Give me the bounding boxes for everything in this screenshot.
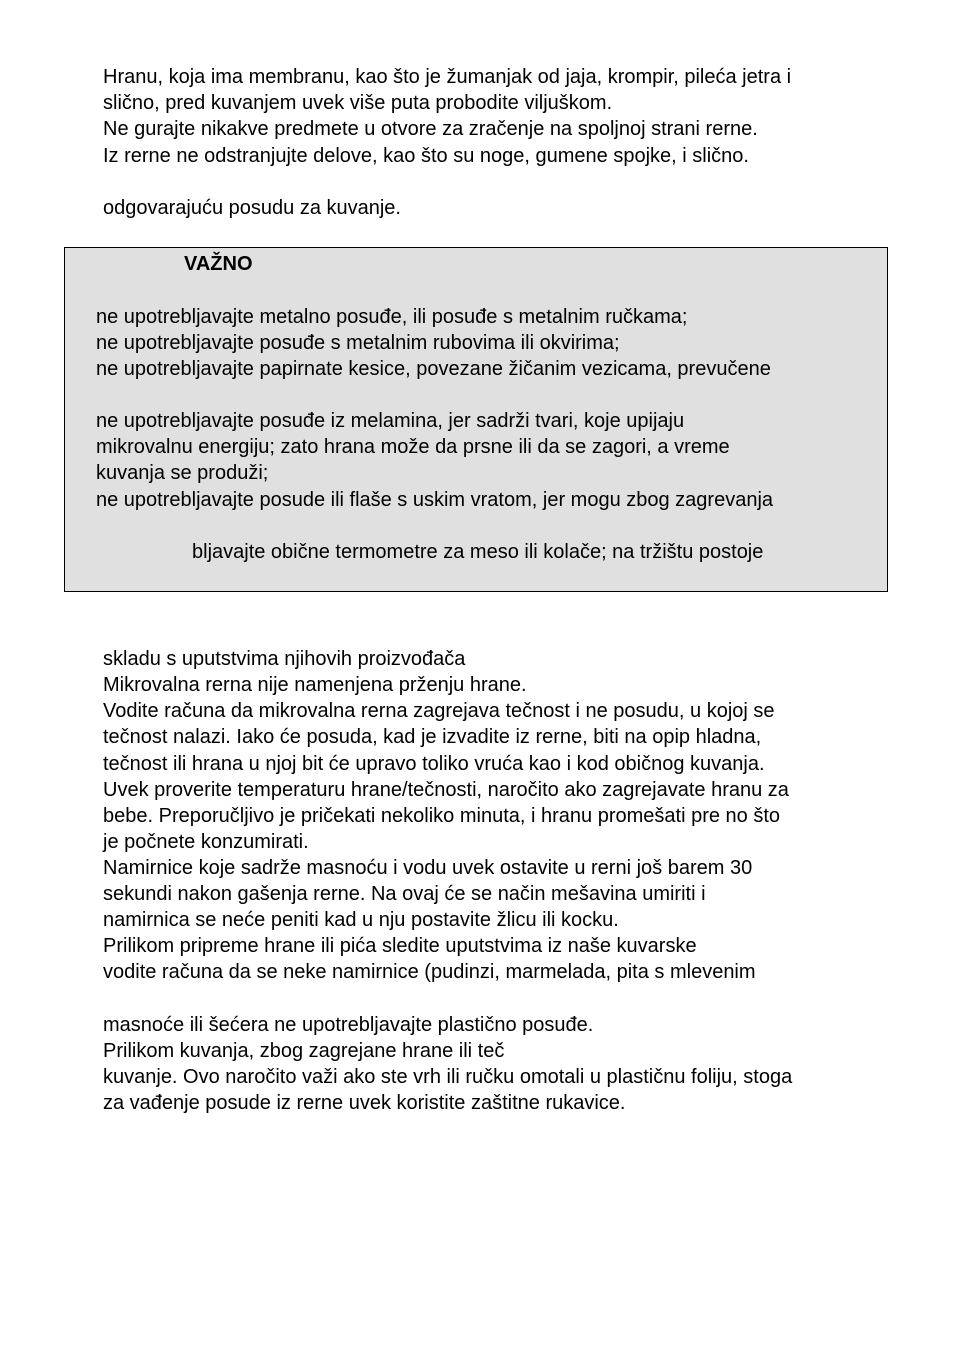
paragraph-line: skladu s uputstvima njihovih proizvođača — [103, 648, 466, 670]
paragraph-line: Uvek proverite temperaturu hrane/tečnosti, naročito ako zagrejavate hranu za — [103, 779, 789, 801]
paragraph-line: Prilikom pripreme hrane ili pića sledite uputstvima iz naše kuvarske — [103, 935, 697, 957]
paragraph-line: Mikrovalna rerna nije namenjena prženju hrane. — [103, 674, 527, 696]
paragraph-line: namirnica se neće peniti kad u nju postavite žlicu ili kocku. — [103, 909, 619, 931]
paragraph-line: Hranu, koja ima membranu, kao što je žumanjak od jaja, krompir, pileća jetra i — [103, 66, 792, 88]
paragraph-line: Iz rerne ne odstranjujte delove, kao što su noge, gumene spojke, i slično. — [103, 145, 749, 167]
paragraph-line: kuvanje. Ovo naročito važi ako ste vrh ili ručku omotali u plastičnu foliju, stoga — [103, 1066, 793, 1088]
paragraph-line: slično, pred kuvanjem uvek više puta probodite viljuškom. — [103, 92, 613, 114]
paragraph-line: tečnost ili hrana u njoj bit će upravo toliko vruća kao i kod običnog kuvanja. — [103, 753, 765, 775]
paragraph-line: Vodite računa da mikrovalna rerna zagrejava tečnost i ne posudu, u kojoj se — [103, 700, 775, 722]
paragraph-line: bebe. Preporučljivo je pričekati nekoliko minuta, i hranu promešati pre no što — [103, 805, 781, 827]
warning-line: ne upotrebljavajte metalno posuđe, ili posuđe s metalnim ručkama; — [96, 306, 688, 328]
paragraph-line: sekundi nakon gašenja rerne. Na ovaj će se način mešavina umiriti i — [103, 883, 706, 905]
paragraph-line: tečnost nalazi. Iako će posuda, kad je izvadite iz rerne, biti na opip hladna, — [103, 726, 762, 748]
paragraph-line: vodite računa da se neke namirnice (pudinzi, marmelada, pita s mlevenim — [103, 961, 756, 983]
warning-line: ne upotrebljavajte papirnate kesice, povezane žičanim vezicama, prevučene — [96, 358, 771, 380]
important-notice-box — [64, 247, 888, 592]
warning-line: bljavajte obične termometre za meso ili kolače; na tržištu postoje — [192, 541, 764, 563]
important-heading: VAŽNO — [184, 253, 253, 275]
paragraph-line: Ne gurajte nikakve predmete u otvore za zračenje na spoljnoj strani rerne. — [103, 118, 758, 140]
paragraph-line: odgovarajuću posudu za kuvanje. — [103, 197, 401, 219]
paragraph-line: Namirnice koje sadrže masnoću i vodu uvek ostavite u rerni još barem 30 — [103, 857, 753, 879]
warning-line: ne upotrebljavajte posude ili flaše s uskim vratom, jer mogu zbog zagrevanja — [96, 489, 774, 511]
warning-line: kuvanja se produži; — [96, 462, 269, 484]
paragraph-line: za vađenje posude iz rerne uvek koristite zaštitne rukavice. — [103, 1092, 626, 1114]
warning-line: ne upotrebljavajte posuđe iz melamina, jer sadrži tvari, koje upijaju — [96, 410, 685, 432]
paragraph-line: masnoće ili šećera ne upotrebljavajte plastično posuđe. — [103, 1014, 594, 1036]
warning-line: mikrovalnu energiju; zato hrana može da prsne ili da se zagori, a vreme — [96, 436, 730, 458]
paragraph-line: Prilikom kuvanja, zbog zagrejane hrane ili teč — [103, 1040, 505, 1062]
paragraph-line: je počnete konzumirati. — [103, 831, 309, 853]
warning-line: ne upotrebljavajte posuđe s metalnim rubovima ili okvirima; — [96, 332, 620, 354]
